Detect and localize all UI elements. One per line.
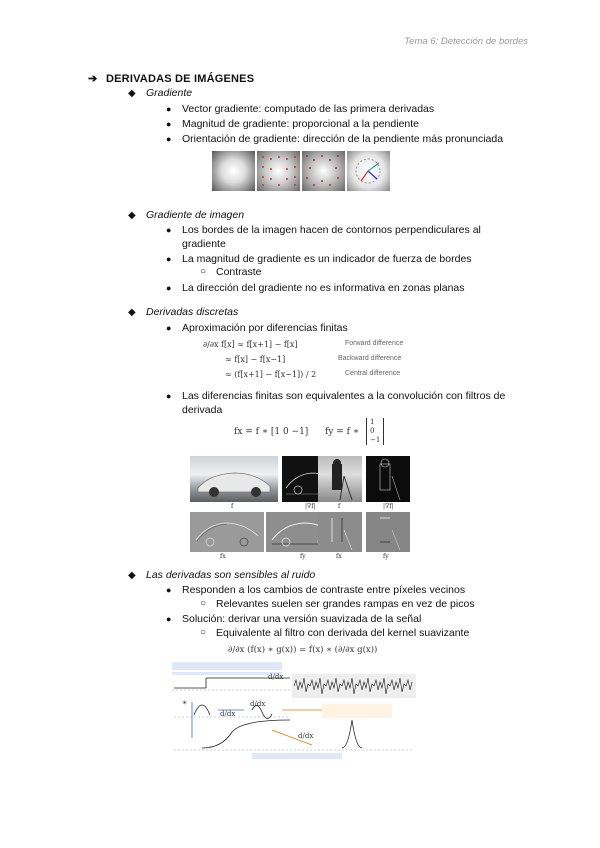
formula-label: Central difference	[345, 370, 401, 377]
image-label: f	[338, 503, 341, 510]
diamond-bullet-icon: ◆	[128, 210, 136, 221]
list-item: ● Vector gradiente: computado de las primera derivadas	[166, 103, 435, 115]
cameraman-fx-image	[318, 512, 362, 552]
subsection-ruido: ◆ Las derivadas son sensibles al ruido	[128, 569, 316, 581]
derivative-label: d/dx	[268, 673, 284, 681]
cameraman-image	[318, 456, 362, 502]
filter-fy-vector: 1 0 −1	[366, 418, 384, 445]
cameraman-gradient-magnitude	[366, 456, 410, 502]
circle-bullet-icon: ○	[200, 266, 207, 277]
bullet-icon: ●	[166, 391, 172, 401]
cameraman-fy-image	[366, 512, 410, 552]
list-item: ● La magnitud de gradiente es un indicador de fuerza de bordes	[166, 253, 472, 265]
noise-diagram	[172, 660, 422, 760]
list-item: ● Aproximación por diferencias finitas	[166, 322, 348, 334]
bullet-icon: ●	[166, 225, 172, 235]
circle-bullet-icon: ○	[200, 598, 207, 609]
formula-forward: ∂/∂x f[x] ≈ f[x+1] − f[x]	[203, 340, 298, 349]
diamond-bullet-icon: ◆	[128, 570, 136, 581]
car-shape-icon	[190, 456, 278, 502]
image-label: fx	[220, 553, 226, 560]
subsection-gradiente-imagen: ◆ Gradiente de imagen	[128, 209, 245, 221]
bullet-icon: ●	[166, 104, 172, 114]
image-label: |∇f|	[305, 503, 316, 510]
edge-lines-icon	[190, 512, 264, 552]
list-item: ● Magnitud de gradiente: proporcional a la pendiente	[166, 118, 420, 130]
edge-lines-icon	[318, 512, 362, 552]
gradient-arrows-icon	[257, 151, 300, 191]
bullet-icon: ●	[166, 254, 172, 264]
gradient-arrows-icon	[302, 151, 345, 191]
list-item: ● La dirección del gradiente no es informativa en zonas planas	[166, 282, 465, 294]
bullet-icon: ●	[166, 585, 172, 595]
gradient-image-1	[212, 151, 255, 191]
formula-backward: ≈ f[x] − f[x−1]	[225, 355, 286, 364]
derivative-label: d/dx	[250, 700, 266, 708]
filter-fy: fy = f ∗	[325, 427, 359, 437]
image-label: f	[231, 503, 234, 510]
bullet-icon: ●	[166, 283, 172, 293]
image-label: fy	[300, 553, 306, 560]
car-fx-image	[190, 512, 264, 552]
derivative-label: d/dx	[220, 710, 236, 718]
list-item: ● Responden a los cambios de contraste entre píxeles vecinos	[166, 584, 466, 596]
sub-list-item: ○ Contraste	[200, 266, 262, 278]
list-item: ● Los bordes de la imagen hacen de contornos perpendiculares al gradiente	[166, 224, 481, 250]
noise-diagram-svg	[172, 660, 422, 760]
gradient-image-4	[347, 151, 390, 191]
diamond-bullet-icon: ◆	[128, 307, 136, 318]
gradient-direction-icon	[347, 151, 390, 191]
edge-lines-icon	[366, 512, 410, 552]
gradient-image-2	[257, 151, 300, 191]
subsection-derivadas-discretas: ◆ Derivadas discretas	[128, 306, 239, 318]
list-item: ● Orientación de gradiente: dirección de la pendiente más pronunciada	[166, 133, 504, 145]
edge-lines-icon	[366, 456, 410, 502]
formula-label: Backward difference	[338, 355, 402, 362]
section-title	[88, 72, 254, 85]
arrow-right-icon: ➔	[88, 73, 98, 85]
cameraman-shape-icon	[318, 456, 362, 502]
circle-bullet-icon: ○	[200, 627, 207, 638]
smoothing-formula: ∂/∂x (f(x) ∗ g(x)) = f(x) ∗ (∂/∂x g(x))	[228, 645, 378, 655]
image-label: fy	[383, 553, 389, 560]
bullet-icon: ●	[166, 614, 172, 624]
car-image	[190, 456, 278, 502]
bullet-icon: ●	[166, 323, 172, 333]
gradient-image-3	[302, 151, 345, 191]
filter-fx: fx = f ∗ [1 0 −1]	[234, 427, 309, 437]
sub-list-item: ○ Relevantes suelen ser grandes rampas en vez de picos	[200, 598, 475, 610]
page-header: Tema 6: Detección de bordes	[404, 36, 528, 47]
image-label: |∇f|	[383, 503, 394, 510]
formula-central: ≈ (f[x+1] − f[x−1]) / 2	[225, 370, 317, 379]
section-title-text: DERIVADAS DE IMÁGENES	[106, 73, 255, 85]
derivative-label: d/dx	[298, 732, 314, 740]
bullet-icon: ●	[166, 134, 172, 144]
diamond-bullet-icon: ◆	[128, 88, 136, 99]
image-label: fx	[336, 553, 342, 560]
sub-list-item: ○ Equivalente al filtro con derivada del kernel suavizante	[200, 627, 470, 639]
conv-icon: ∗	[182, 698, 188, 707]
formula-label: Forward difference	[345, 340, 404, 347]
list-item: ● Solución: derivar una versión suavizada de la señal	[166, 613, 422, 625]
subsection-gradiente: ◆ Gradiente	[128, 87, 193, 99]
bullet-icon: ●	[166, 119, 172, 129]
list-item: ● Las diferencias finitas son equivalentes a la convolución con filtros de derivada	[166, 390, 506, 416]
